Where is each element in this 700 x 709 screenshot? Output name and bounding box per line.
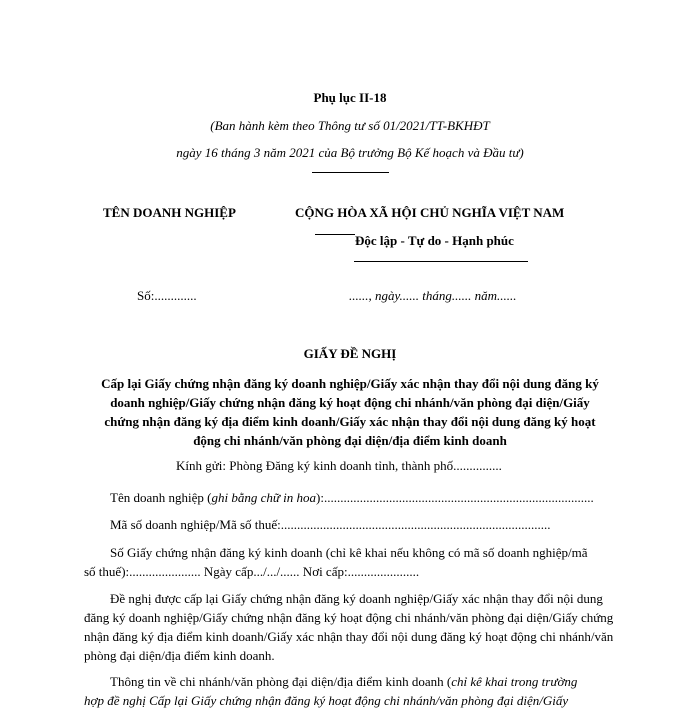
branch-info-line1: [110, 674, 577, 690]
request-line-1: Đề nghị được cấp lại Giấy chứng nhận đăng ký doanh nghiệp/Giấy xác nhận thay đổi nội dung: [110, 591, 603, 606]
company-name-dots: ):...................................................................................: [316, 490, 594, 505]
request-line-2: đăng ký doanh nghiệp/Giấy chứng nhận đăng ký hoạt động chi nhánh/văn phòng đại diện/Giấy chứng: [84, 610, 614, 625]
motto-divider: [354, 261, 528, 262]
company-name-heading: TÊN DOANH NGHIỆP: [103, 205, 236, 220]
document-number: Số:.............: [137, 288, 197, 303]
company-name-label: Tên doanh nghiệp (: [110, 490, 212, 505]
branch-info-hint-1: chỉ kê khai trong trường: [451, 674, 578, 689]
company-divider: [315, 234, 355, 235]
motto: Độc lập - Tự do - Hạnh phúc: [355, 233, 514, 248]
cert-number-line1: Số Giấy chứng nhận đăng ký kinh doanh (chỉ kê khai nếu không có mã số doanh nghiệp/mã: [110, 545, 588, 560]
subject-line-4: động chi nhánh/văn phòng đại diện/địa điểm kinh doanh: [193, 433, 507, 448]
branch-info-hint-2: hợp đề nghị Cấp lại Giấy chứng nhận đăng ký hoạt động chi nhánh/văn phòng đại diện/Giấy: [84, 693, 569, 708]
company-name-hint: ghi bằng chữ in hoa: [211, 490, 317, 505]
nation-heading: CỘNG HÒA XÃ HỘI CHỦ NGHĨA VIỆT NAM: [295, 205, 565, 220]
appendix-title: Phụ lục II-18: [313, 90, 387, 105]
request-line-3: nhận đăng ký địa điểm kinh doanh/Giấy xác nhận thay đổi nội dung đăng ký hoạt động chi nhánh/văn: [84, 629, 614, 644]
appendix-issued-line1: (Ban hành kèm theo Thông tư số 01/2021/TT-BKHĐT: [210, 118, 490, 133]
tax-code-field: Mã số doanh nghiệp/Mã số thuế:...................................................................................: [110, 517, 551, 532]
cert-number-line2: số thuế):...................... Ngày cấp.../.../...... Nơi cấp:......................: [84, 564, 420, 579]
appendix-divider: [312, 172, 389, 173]
document-date: ......, ngày...... tháng...... năm......: [349, 288, 517, 303]
company-name-field: [110, 490, 594, 506]
branch-info-lead: Thông tin về chi nhánh/văn phòng đại diện/địa điểm kinh doanh (: [110, 674, 452, 689]
subject-line-3: chứng nhận đăng ký địa điểm kinh doanh/Giấy xác nhận thay đổi nội dung đăng ký hoạt: [104, 414, 596, 429]
subject-line-2: doanh nghiệp/Giấy chứng nhận đăng ký hoạt động chi nhánh/văn phòng đại diện/Giấy: [110, 395, 590, 410]
recipient: Kính gửi: Phòng Đăng ký kinh doanh tỉnh, thành phố...............: [176, 458, 502, 473]
subject-line-1: Cấp lại Giấy chứng nhận đăng ký doanh nghiệp/Giấy xác nhận thay đổi nội dung đăng ký: [101, 376, 599, 391]
appendix-issued-line2: ngày 16 tháng 3 năm 2021 của Bộ trưởng Bộ Kế hoạch và Đầu tư): [176, 145, 524, 160]
document-type: GIẤY ĐỀ NGHỊ: [303, 346, 397, 361]
request-line-4: phòng đại diện/địa điểm kinh doanh.: [84, 648, 275, 663]
